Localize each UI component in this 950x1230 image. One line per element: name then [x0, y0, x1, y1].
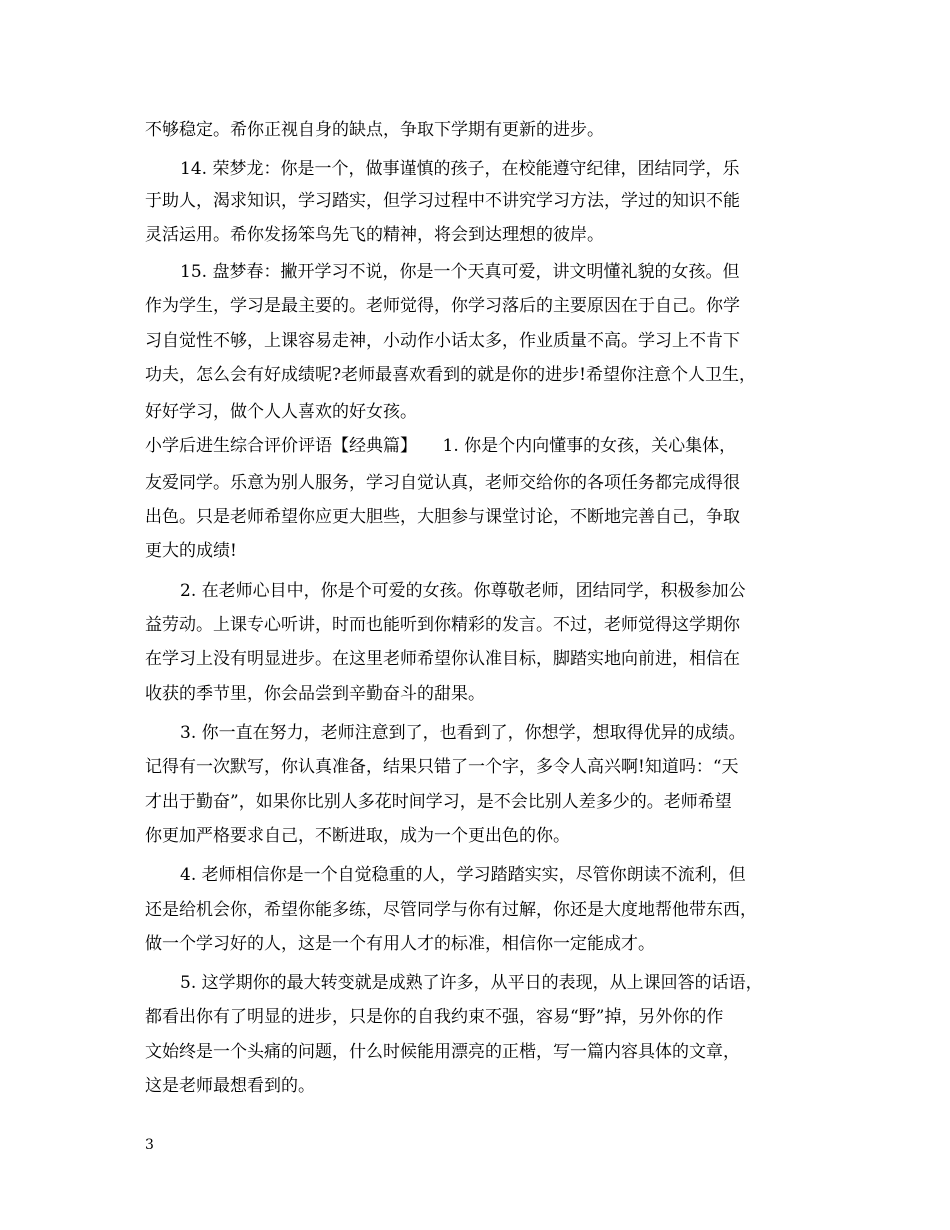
- text-line: 在学习上没有明显进步。在这里老师希望你认准目标，脚踏实地向前进，相信在: [145, 649, 740, 669]
- text-line: 都看出你有了明显的进步，只是你的自我约束不强，容易“野”掉，另外你的作: [145, 1007, 724, 1027]
- text-line: 记得有一次默写，你认真准备，结果只错了一个字，多令人高兴啊!知道吗：“天: [145, 757, 739, 777]
- text-line: 作为学生，学习是最主要的。老师觉得，你学习落后的主要原因在于自己。你学: [145, 296, 740, 316]
- text-line: 做一个学习好的人，这是一个有用人才的标准，相信你一定能成才。: [145, 934, 655, 954]
- text-line: 灵活运用。希你发扬笨鸟先飞的精神，将会到达理想的彼岸。: [145, 225, 604, 245]
- text-line: 于助人，渴求知识，学习踏实，但学习过程中不讲究学习方法，学过的知识不能: [145, 191, 740, 211]
- text-line: 还是给机会你，希望你能多练，尽管同学与你有过解，你还是大度地帮他带东西，: [145, 900, 757, 920]
- text-line: 友爱同学。乐意为别人服务，学习自觉认真，老师交给你的各项任务都完成得很: [145, 473, 740, 493]
- text-line: 你更加严格要求自己，不断进取，成为一个更出色的你。: [145, 826, 570, 846]
- page-number: 3: [145, 1137, 154, 1153]
- text-line: 小学后进生综合评价评语【经典篇】 1. 你是个内向懂事的女孩，关心集体，: [145, 436, 737, 456]
- text-line: 好好学习，做个人人喜欢的好女孩。: [145, 402, 417, 422]
- text-line: 2. 在老师心目中，你是个可爱的女孩。你尊敬老师，团结同学，积极参加公: [180, 581, 746, 601]
- text-line: 出色。只是老师希望你应更大胆些，大胆参与课堂讨论，不断地完善自己，争取: [145, 507, 740, 527]
- text-line: 5. 这学期你的最大转变就是成熟了许多，从平日的表现，从上课回答的话语，: [180, 973, 763, 993]
- text-line: 更大的成绩!: [145, 541, 237, 561]
- text-line: 才出于勤奋”，如果你比别人多花时间学习，是不会比别人差多少的。老师希望: [145, 792, 732, 812]
- text-line: 3. 你一直在努力，老师注意到了，也看到了，你想学，想取得优异的成绩。: [180, 723, 746, 743]
- text-line: 文始终是一个头痛的问题，什么时候能用漂亮的正楷，写一篇内容具体的文章，: [145, 1042, 740, 1062]
- text-line: 益劳动。上课专心听讲，时而也能听到你精彩的发言。不过，老师觉得这学期你: [145, 615, 740, 635]
- text-line: 这是老师最想看到的。: [145, 1076, 315, 1096]
- text-line: 14. 荣梦龙：你是一个，做事谨慎的孩子，在校能遵守纪律，团结同学，乐: [180, 159, 740, 179]
- text-line: 不够稳定。希你正视自身的缺点，争取下学期有更新的进步。: [145, 120, 604, 140]
- text-line: 15. 盘梦春：撇开学习不说，你是一个天真可爱，讲文明懂礼貌的女孩。但: [180, 262, 740, 282]
- text-line: 功夫，怎么会有好成绩呢?老师最喜欢看到的就是你的进步!希望你注意个人卫生，: [145, 365, 756, 385]
- text-line: 收获的季节里，你会品尝到辛勤奋斗的甜果。: [145, 684, 485, 704]
- text-line: 4. 老师相信你是一个自觉稳重的人，学习踏踏实实，尽管你朗读不流利，但: [180, 865, 746, 885]
- text-line: 习自觉性不够，上课容易走神，小动作小话太多，作业质量不高。学习上不肯下: [145, 331, 740, 351]
